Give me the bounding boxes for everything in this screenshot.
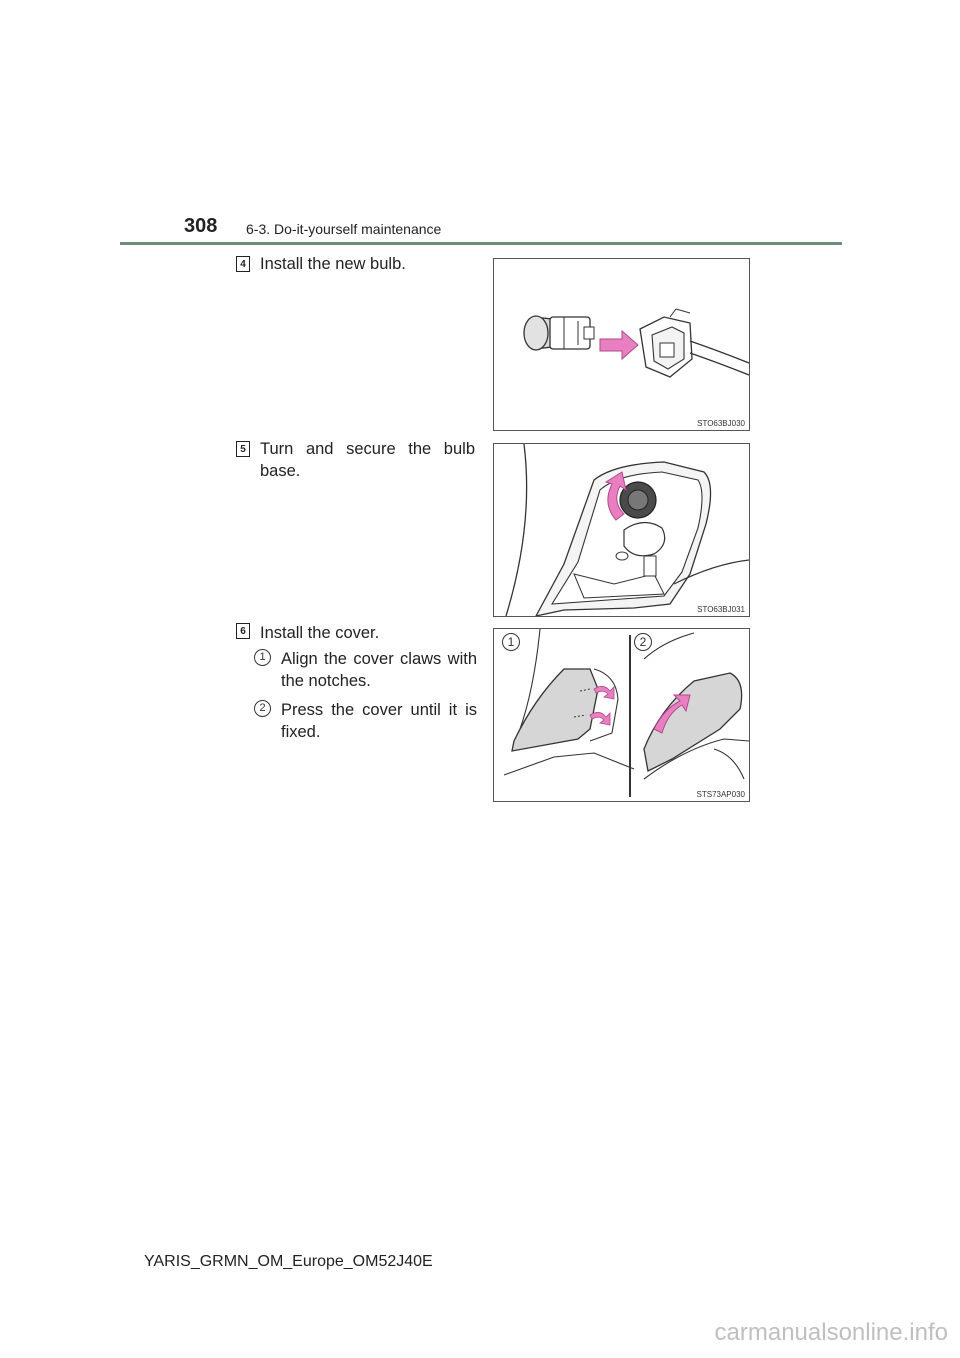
figure-code: STS73AP030 [696, 790, 745, 799]
figure-code: STO63BJ031 [697, 605, 745, 614]
step-6-badge: 6 [236, 623, 250, 639]
page-number: 308 [184, 215, 218, 237]
substep-2-text: Press the cover until it is fixed. [281, 701, 477, 741]
substep-1-text: Align the cover claws with the notches. [281, 650, 477, 690]
cover-install-illustration [494, 629, 749, 801]
step-4-text: Install the new bulb. [260, 255, 406, 273]
header-rule [120, 242, 842, 245]
figure-callout-2: 2 [634, 633, 652, 651]
watermark: carmanualsonline.info [714, 1319, 948, 1346]
section-title: 6-3. Do-it-yourself maintenance [246, 221, 442, 237]
figure-code: STO63BJ030 [697, 419, 745, 428]
substep-2-badge: 2 [254, 700, 271, 717]
lamp-housing-illustration [494, 444, 749, 616]
document-id: YARIS_GRMN_OM_Europe_OM52J40E [144, 1253, 433, 1270]
figure-secure-bulb-base [493, 443, 750, 617]
step-4-badge: 4 [236, 256, 250, 272]
step-6-text: Install the cover. [260, 624, 380, 642]
substep-1-badge: 1 [254, 649, 271, 666]
figure-callout-1: 1 [502, 633, 520, 651]
step-5-text: Turn and secure the bulb base. [260, 440, 475, 480]
step-5-badge: 5 [236, 441, 250, 457]
figure-install-bulb [493, 258, 750, 431]
bulb-socket-illustration [494, 259, 749, 430]
figure-install-cover [493, 628, 750, 802]
